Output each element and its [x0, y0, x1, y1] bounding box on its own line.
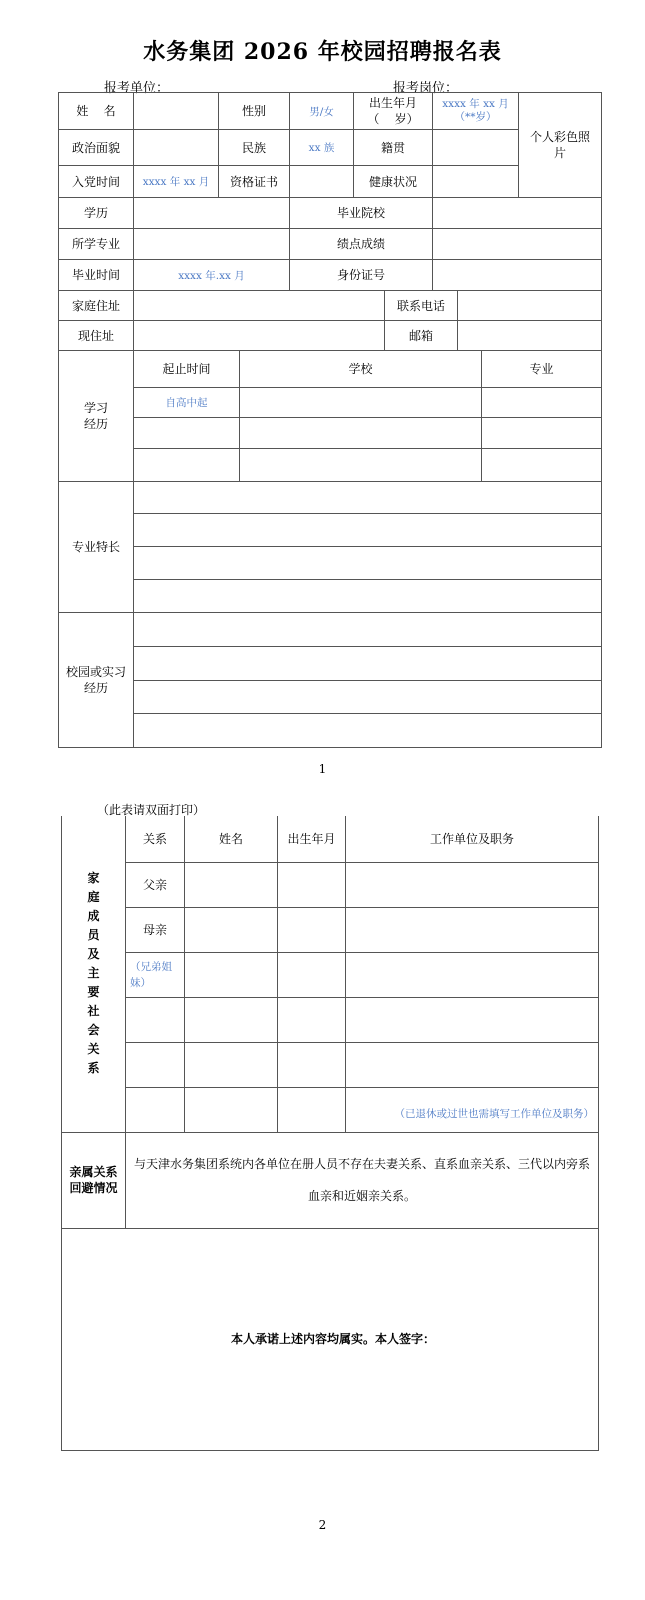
- study-hint: 自高中起: [165, 397, 208, 409]
- extra-2-work[interactable]: [346, 1042, 599, 1087]
- study-school-header: 学校: [240, 351, 482, 388]
- family-table: [61, 816, 599, 1451]
- id-field[interactable]: [433, 260, 602, 291]
- extra-3-name[interactable]: [185, 1087, 278, 1132]
- study-period-header: 起止时间: [134, 351, 240, 388]
- politics-field[interactable]: [134, 130, 219, 166]
- name-header: 姓名: [185, 816, 278, 862]
- study-label-text: 学习经历: [83, 401, 108, 431]
- email-label: 邮箱: [385, 321, 458, 351]
- work-header: 工作单位及职务: [346, 816, 599, 862]
- phone-label: 联系电话: [385, 291, 458, 321]
- study-major-header: 专业: [482, 351, 602, 388]
- retired-hint: （已退休或过世也需填写工作单位及职务）: [394, 1107, 594, 1120]
- study-history-table: [58, 350, 602, 482]
- application-form-table: [58, 92, 602, 351]
- father-birth[interactable]: [278, 862, 346, 907]
- study-major-3[interactable]: [482, 449, 602, 482]
- grad-label: 毕业时间: [59, 260, 134, 291]
- pledge-text: 本人承诺上述内容均属实。本人签字：: [230, 1332, 435, 1346]
- birth-label-text: 出生年月: [369, 96, 418, 110]
- study-major-2[interactable]: [482, 418, 602, 449]
- study-period-2[interactable]: [134, 418, 240, 449]
- extra-1-birth[interactable]: [278, 997, 346, 1042]
- study-period-3[interactable]: [134, 449, 240, 482]
- study-school-1[interactable]: [240, 388, 482, 418]
- gender-field[interactable]: [290, 93, 354, 130]
- form-title: 水务集团 2026 年校园招聘报名表: [143, 39, 502, 65]
- current-label: 现住址: [59, 321, 134, 351]
- study-period-1[interactable]: [134, 388, 240, 418]
- extra-3-work[interactable]: [346, 1087, 599, 1132]
- birth-label: [354, 93, 433, 130]
- edu-field[interactable]: [134, 198, 290, 229]
- age-hint: （**岁）: [454, 111, 497, 123]
- edu-label: 学历: [59, 198, 134, 229]
- siblings-birth[interactable]: [278, 952, 346, 997]
- politics-label: 政治面貌: [59, 130, 134, 166]
- gender-label: 性别: [219, 93, 290, 130]
- grad-field[interactable]: [134, 260, 290, 291]
- photo-box[interactable]: [519, 93, 602, 198]
- gpa-field[interactable]: [433, 229, 602, 260]
- relation-extra-2[interactable]: [126, 1042, 185, 1087]
- photo-label: 个人彩色照片: [530, 130, 591, 160]
- page-number-2: 2: [318, 1518, 327, 1532]
- mother-birth[interactable]: [278, 907, 346, 952]
- avoid-label: [62, 1132, 126, 1228]
- birth-hint: xxxx 年 xx 月: [442, 98, 509, 110]
- cert-field[interactable]: [290, 166, 354, 198]
- avoid-text: 与天津水务集团系统内各单位在册人员不存在夫妻关系、直系血亲关系、三代以内旁系血亲和近姻亲关系。: [126, 1132, 599, 1228]
- id-label: 身份证号: [290, 260, 433, 291]
- school-field[interactable]: [433, 198, 602, 229]
- grad-hint: xxxx 年.xx 月: [178, 269, 245, 282]
- study-school-2[interactable]: [240, 418, 482, 449]
- family-label: [62, 816, 126, 1132]
- campus-line-4[interactable]: [134, 714, 602, 748]
- skills-line-1[interactable]: [134, 482, 602, 514]
- age-label-text: （ 岁）: [367, 112, 419, 126]
- major-label: 所学专业: [59, 229, 134, 260]
- campus-label: [59, 613, 134, 748]
- siblings-work[interactable]: [346, 952, 599, 997]
- health-field[interactable]: [433, 166, 519, 198]
- extra-2-name[interactable]: [185, 1042, 278, 1087]
- home-label: 家庭住址: [59, 291, 134, 321]
- unit-label: 报考单位：: [104, 81, 170, 96]
- father-work[interactable]: [346, 862, 599, 907]
- skills-table: [58, 481, 602, 613]
- current-field[interactable]: [134, 321, 385, 351]
- avoid-label-text: 亲属关系回避情况: [69, 1165, 118, 1195]
- campus-line-1[interactable]: [134, 613, 602, 647]
- print-note: （此表请双面打印）: [97, 803, 206, 817]
- study-school-3[interactable]: [240, 449, 482, 482]
- relation-extra-3[interactable]: [126, 1087, 185, 1132]
- relation-father: 父亲: [126, 862, 185, 907]
- siblings-hint: （兄弟姐妹）: [130, 960, 172, 989]
- ethnic-field[interactable]: [290, 130, 354, 166]
- birth-field[interactable]: [433, 93, 519, 130]
- relation-mother: 母亲: [126, 907, 185, 952]
- major-field[interactable]: [134, 229, 290, 260]
- gpa-label: 绩点成绩: [290, 229, 433, 260]
- health-label: 健康状况: [354, 166, 433, 198]
- family-label-text: 家庭成员及主要社会关系: [87, 871, 100, 1076]
- email-field[interactable]: [458, 321, 602, 351]
- gender-hint: 男/女: [309, 105, 334, 118]
- party-field[interactable]: [134, 166, 219, 198]
- study-major-1[interactable]: [482, 388, 602, 418]
- ethnic-hint: xx 族: [308, 142, 335, 154]
- school-label: 毕业院校: [290, 198, 433, 229]
- mother-work[interactable]: [346, 907, 599, 952]
- phone-field[interactable]: [458, 291, 602, 321]
- relation-extra-1[interactable]: [126, 997, 185, 1042]
- campus-table: [58, 612, 602, 748]
- birth-header: 出生年月: [278, 816, 346, 862]
- native-label: 籍贯: [354, 130, 433, 166]
- position-label: 报考岗位：: [393, 81, 459, 96]
- skills-label: 专业特长: [59, 482, 134, 613]
- ethnic-label: 民族: [219, 130, 290, 166]
- skills-line-3[interactable]: [134, 547, 602, 580]
- party-hint: xxxx 年 xx 月: [142, 176, 210, 188]
- skills-line-2[interactable]: [134, 514, 602, 547]
- father-name[interactable]: [185, 862, 278, 907]
- home-field[interactable]: [134, 291, 385, 321]
- native-field[interactable]: [433, 130, 519, 166]
- extra-1-work[interactable]: [346, 997, 599, 1042]
- study-label: [59, 351, 134, 482]
- extra-1-name[interactable]: [185, 997, 278, 1042]
- campus-label-text: 校园或实习经历: [65, 665, 126, 695]
- page-number-1: 1: [318, 762, 327, 776]
- campus-line-3[interactable]: [134, 681, 602, 714]
- cert-label: 资格证书: [219, 166, 290, 198]
- pledge-signature-box[interactable]: [62, 1228, 599, 1450]
- name-field[interactable]: [134, 93, 219, 130]
- skills-line-4[interactable]: [134, 580, 602, 613]
- relation-siblings: [126, 952, 185, 997]
- extra-3-birth[interactable]: [278, 1087, 346, 1132]
- siblings-name[interactable]: [185, 952, 278, 997]
- relation-header: 关系: [126, 816, 185, 862]
- party-label: 入党时间: [59, 166, 134, 198]
- mother-name[interactable]: [185, 907, 278, 952]
- campus-line-2[interactable]: [134, 647, 602, 681]
- name-label: 姓 名: [59, 93, 134, 130]
- extra-2-birth[interactable]: [278, 1042, 346, 1087]
